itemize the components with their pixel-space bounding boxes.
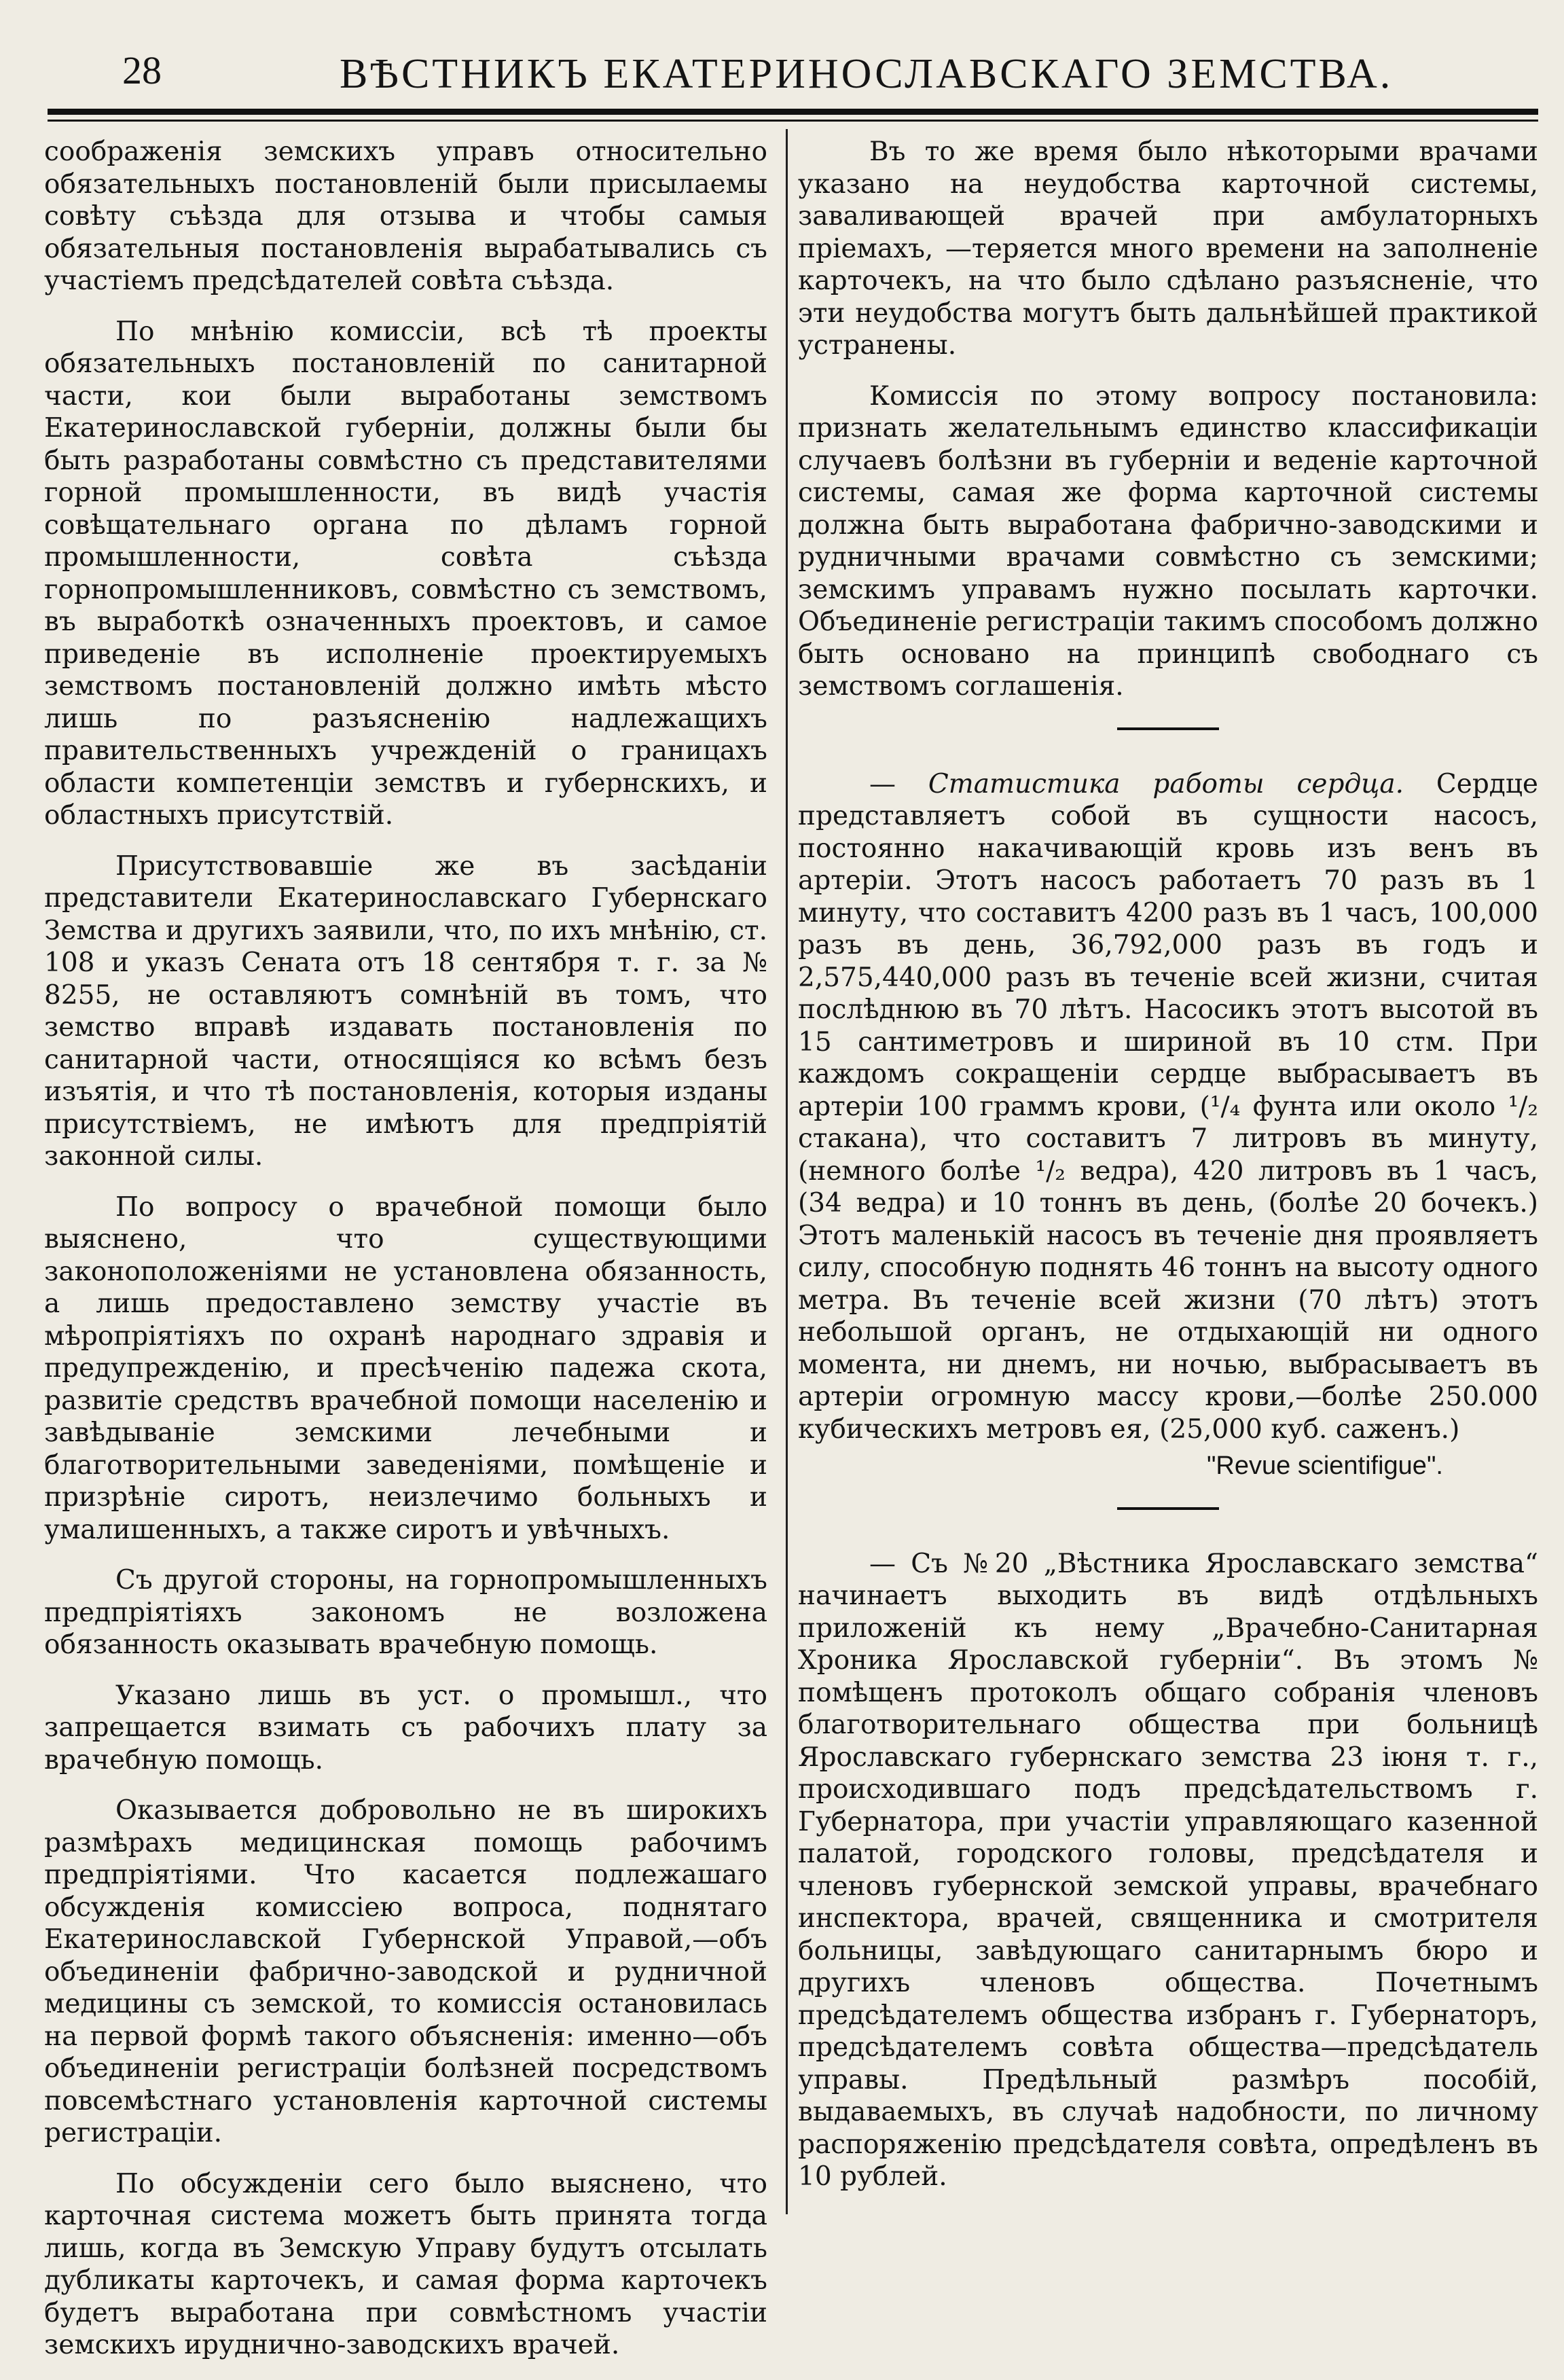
left-paragraph-8: По обсужденіи сего было выяснено, что карточная система можетъ быть принята тогда лишь, когда въ Земскую Управу будутъ отсылать дубликаты карточекъ, и самая форма карточекъ будетъ выработана при совмѣстномъ участіи земскихъ ируднично-заводскихъ врачей. <box>44 2168 767 2360</box>
column-divider <box>786 129 788 2214</box>
left-column <box>44 136 767 2380</box>
right-paragraph-1: Въ то же время было нѣкоторыми врачами указано на неудобства карточной системы, заваливающей врачей при амбулаторныхъ пріемахъ, —теряется много времени на заполненіе карточекъ, на что было сдѣлано разъясненіе, что эти неудобства могутъ быть дальнѣйшей практикой устранены. <box>798 137 1538 361</box>
journal-title: ВѢСТНИКЪ ЕКАТЕРИНОСЛАВСКАГО ЗЕМСТВА. <box>340 51 1394 97</box>
article-separator-1 <box>1117 727 1219 730</box>
left-paragraph-1: соображенія земскихъ управъ относительно обязательныхъ постановленій были присылаемы совѣту съѣзда для отзыва и чтобы самыя обязательныя постановленія вырабатывались съ участіемъ предсѣдателей совѣта съѣзда. <box>44 137 767 296</box>
left-paragraph-2: По мнѣнію комиссіи, всѣ тѣ проекты обязательныхъ постановленій по санитарной части, кои были выработаны земствомъ Екатеринославской губерніи, должны были бы быть разработаны совмѣстно съ представителями горной промышленности, въ видѣ участія совѣщательнаго органа по дѣламъ горной промышленности, совѣта съѣзда горнопромышленниковъ, совмѣстно съ земствомъ, въ выработкѣ означенныхъ проектовъ, и самое приведеніе въ исполненіе проектируемыхъ земствомъ постановленій должно имѣть мѣсто лишь по разъясненію надлежащихъ правительственныхъ учрежденій о границахъ области компетенціи земствъ и губернскихъ, и областныхъ присутствій. <box>44 316 767 831</box>
heart-statistics-text: Сердце представляетъ собой въ сущности насосъ, постоянно накачивающій кровь изъ венъ въ артеріи. Этотъ насосъ работаетъ 70 разъ въ 1 минуту, что составитъ 4200 разъ въ 1 часъ, 100,000 разъ въ день, 36,792,000 разъ въ годъ и 2,575,440,000 разъ въ теченіе всей жизни, считая послѣднюю въ 70 лѣтъ. Насосикъ этотъ высотой въ 15 сантиметровъ и шириной въ 10 стм. При каждомъ сокращеніи сердце выбрасываетъ въ артеріи 100 граммъ крови, (¹/₄ фунта или около ¹/₂ стакана), что составитъ 7 литровъ въ минуту, (немного болѣе ¹/₂ ведра), 420 литровъ въ 1 часъ, (34 ведра) и 10 тоннъ въ день, (болѣе 20 бочекъ.) Этотъ маленькій насосъ въ теченіе дня проявляетъ силу, способную поднять 46 тоннъ на высоту одного метра. Въ теченіе всей жизни (70 лѣтъ) этотъ небольшой органъ, не отдыхающій ни одного момента, ни днемъ, ни ночью, выбрасываетъ въ артеріи огромную массу крови,—болѣе 250.000 кубическихъ метровъ ея, (25,000 куб. саженъ.) <box>798 768 1538 1445</box>
heart-statistics-title: Статистика работы сердца. <box>928 768 1404 799</box>
article-source: "Revue scientifigue". <box>1206 1452 1443 1480</box>
yaroslavl-article: — Съ №20 „Вѣстника Ярославскаго земства“ начинаетъ выходить въ видѣ отдѣльныхъ приложеній къ нему „Врачебно-Санитарная Хроника Ярославской губерніи“. Въ этомъ № помѣщенъ протоколъ общаго собранія членовъ благотворительнаго общества при больницѣ Ярославскаго губернскаго земства 23 іюня т. г., происходившаго подъ предсѣдательствомъ г. Губернатора, при участіи управляющаго казенной палатой, городского головы, предсѣдателя и членовъ губернской земской управы, врачебнаго инспектора, врачей, священника и смотрителя больницы, завѣдующаго санитарнымъ бюро и другихъ членовъ общества. Почетнымъ предсѣдателемъ общества избранъ г. Губернаторъ, предсѣдателемъ совѣта общества—предсѣдатель управы. Предѣльный размѣръ пособій, выдаваемыхъ, въ случаѣ надобности, по личному распоряженію предсѣдателя совѣта, опредѣленъ въ 10 рублей. <box>798 1548 1538 2192</box>
header-rule-thick <box>48 109 1538 115</box>
left-paragraph-3: Присутствовавшіе же въ засѣданіи представители Екатеринославскаго Губернскаго Земства и другихъ заявили, что, по ихъ мнѣнію, ст. 108 и указъ Сената отъ 18 сентября т. г. за № 8255, не оставляютъ сомнѣній въ томъ, что земство вправѣ издавать постановленія по санитарной части, относящіяся ко всѣмъ безъ изъятія, и что тѣ постановленія, которыя изданы присутствіемъ, не имѣютъ для предпріятій законной силы. <box>44 850 767 1172</box>
page-number: 28 <box>122 48 162 92</box>
right-column <box>798 136 1538 2212</box>
article-separator-2 <box>1117 1507 1219 1510</box>
heart-statistics-article <box>798 768 1538 1446</box>
left-paragraph-7: Оказывается добровольно не въ широкихъ размѣрахъ медицинская помощь рабочимъ предпріятіями. Что касается подлежашаго обсужденія комиссіею вопроса, поднятаго Екатеринославской Губернской Управой,—объ объединеніи фабрично-заводской и рудничной медицины съ земской, то комиссія остановилась на первой формѣ такого объясненія: именно—объ объединеніи регистраціи болѣзней посредствомъ повсемѣстнаго установленія карточной системы регистраціи. <box>44 1795 767 2148</box>
right-paragraph-2: Комиссія по этому вопросу постановила: признать желательнымъ единство классификаціи случаевъ болѣзни въ губерніи и веденіе карточной системы, самая же форма карточной системы должна быть выработана фабрично-заводскими и рудничными врачами совмѣстно съ земскими; земскимъ управамъ нужно посылать карточки. Объединеніе регистраціи такимъ способомъ должно быть основано на принципѣ свободнаго съ земствомъ соглашенія. <box>798 380 1538 702</box>
left-paragraph-5: Съ другой стороны, на горнопромышленныхъ предпріятіяхъ закономъ не возложена обязанность оказывать врачебную помощь. <box>44 1565 767 1660</box>
article-dash: — <box>869 768 928 799</box>
page-header <box>41 41 1542 109</box>
left-paragraph-4: По вопросу о врачебной помощи было выяснено, что существующими законоположеніями не установлена обязанность, а лишь предоставлено земству участіе въ мѣропріятіяхъ по охранѣ народнаго здравія и предупрежденію, и пресѣченію падежа скота, развитіе средствъ врачебной помощи населенію и завѣдываніе земскими лечебными и благотворительными заведеніями, помѣщеніе и призрѣніе сиротъ, неизлечимо больныхъ и умалишенныхъ, а также сиротъ и увѣчныхъ. <box>44 1191 767 1545</box>
header-rule-thin <box>48 120 1538 122</box>
left-paragraph-6: Указано лишь въ уст. о промышл., что запрещается взимать съ рабочихъ плату за врачебную помощь. <box>44 1680 767 1775</box>
